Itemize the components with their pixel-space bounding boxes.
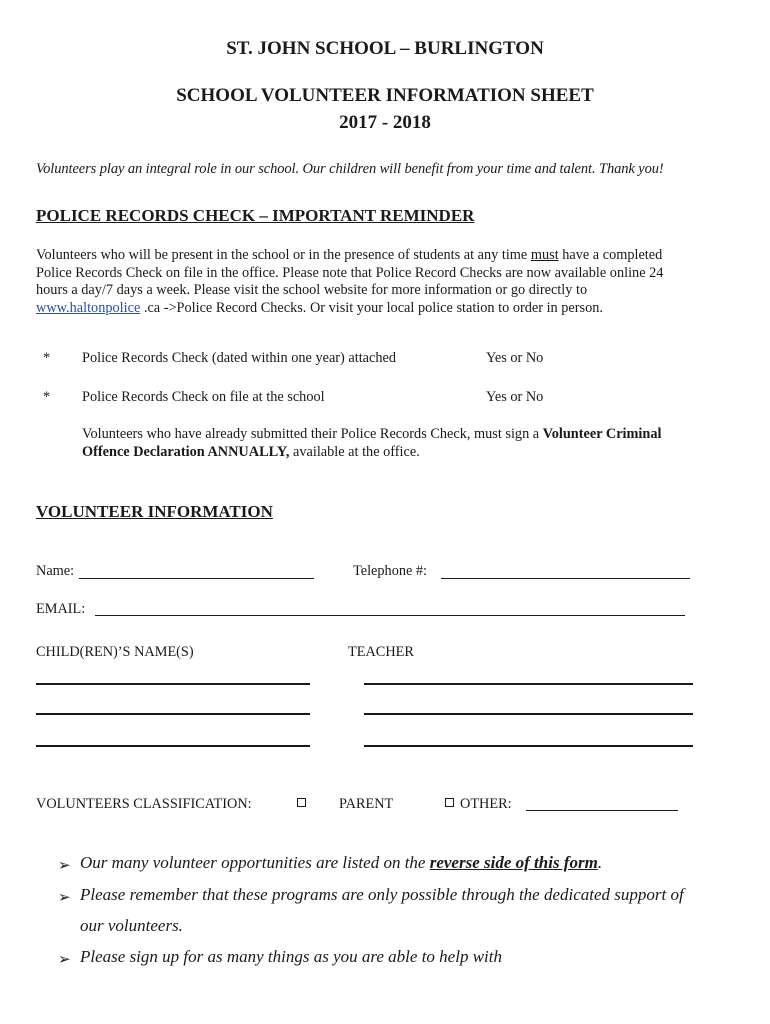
halton-police-link[interactable]: www.haltonpolice [36,299,141,316]
child-name-field-3[interactable] [36,745,310,747]
item-2-label: Police Records Check on file at the school [82,389,325,405]
bullet-1-end: . [597,853,603,872]
police-line4: .ca ->Police Record Checks. Or visit your local police station to order in person. [140,299,603,316]
classification-label: VOLUNTEERS CLASSIFICATION: [36,796,252,812]
bullet-3: Please sign up for as many things as you are able to help with [80,947,502,966]
note-text-2: available at the office. [289,443,420,460]
declaration-note [82,426,742,461]
telephone-field[interactable] [441,578,690,579]
item-1-options[interactable]: Yes or No [486,350,544,366]
children-label: CHILD(REN)’S NAME(S) [36,644,194,660]
parent-checkbox[interactable] [297,798,306,807]
police-paragraph [36,247,736,317]
other-checkbox[interactable] [445,798,454,807]
police-line3: hours a day/7 days a week. Please visit the school website for more information or go directly to [36,282,588,299]
item-2-options[interactable]: Yes or No [486,389,544,405]
intro-text: Volunteers play an integral role in our school. Our children will benefit from your time and talent. Thank you! [36,161,664,177]
email-label: EMAIL: [36,601,86,617]
other-label: OTHER: [460,796,512,812]
teacher-field-2[interactable] [364,713,693,715]
child-name-field-1[interactable] [36,683,310,685]
item-1-marker: * [43,350,51,366]
child-name-field-2[interactable] [36,713,310,715]
arrow-icon-1: ➢ [58,858,71,874]
note-bold-2: Offence Declaration ANNUALLY, [82,443,290,460]
parent-label: PARENT [339,796,394,812]
item-2-marker: * [43,389,51,405]
bullet-1 [80,853,602,873]
school-name: ST. JOHN SCHOOL – BURLINGTON [226,38,544,59]
police-p2: have a completed [558,247,663,263]
form-title: SCHOOL VOLUNTEER INFORMATION SHEET [176,85,594,106]
reverse-side-link: reverse side of this form [429,853,598,872]
police-line2: Police Records Check on file in the office. Please note that Police Record Checks are now available online 24 [36,264,664,281]
police-heading: POLICE RECORDS CHECK – IMPORTANT REMINDER [36,206,475,225]
bullet-2-line1: Please remember that these programs are only possible through the dedicated support of [80,885,684,904]
school-year: 2017 - 2018 [339,112,431,133]
other-field[interactable] [526,810,678,811]
telephone-label: Telephone #: [353,563,428,579]
bullet-1-text: Our many volunteer opportunities are listed on the [80,853,430,872]
email-field[interactable] [95,615,685,616]
note-text-1: Volunteers who have already submitted their Police Records Check, must sign a [82,426,543,442]
teacher-field-3[interactable] [364,745,693,747]
teacher-field-1[interactable] [364,683,693,685]
volunteer-heading: VOLUNTEER INFORMATION [36,502,273,521]
arrow-icon-3: ➢ [58,952,71,968]
name-field[interactable] [79,578,314,579]
teacher-label: TEACHER [348,644,414,660]
bullet-2-line2: our volunteers. [80,916,183,935]
note-bold-1: Volunteer Criminal [542,426,662,442]
item-1-label: Police Records Check (dated within one year) attached [82,350,397,366]
name-label: Name: [36,563,75,579]
police-p1: Volunteers who will be present in the school or in the presence of students at any time [36,247,531,263]
arrow-icon-2: ➢ [58,890,71,906]
police-must: must [530,247,559,263]
